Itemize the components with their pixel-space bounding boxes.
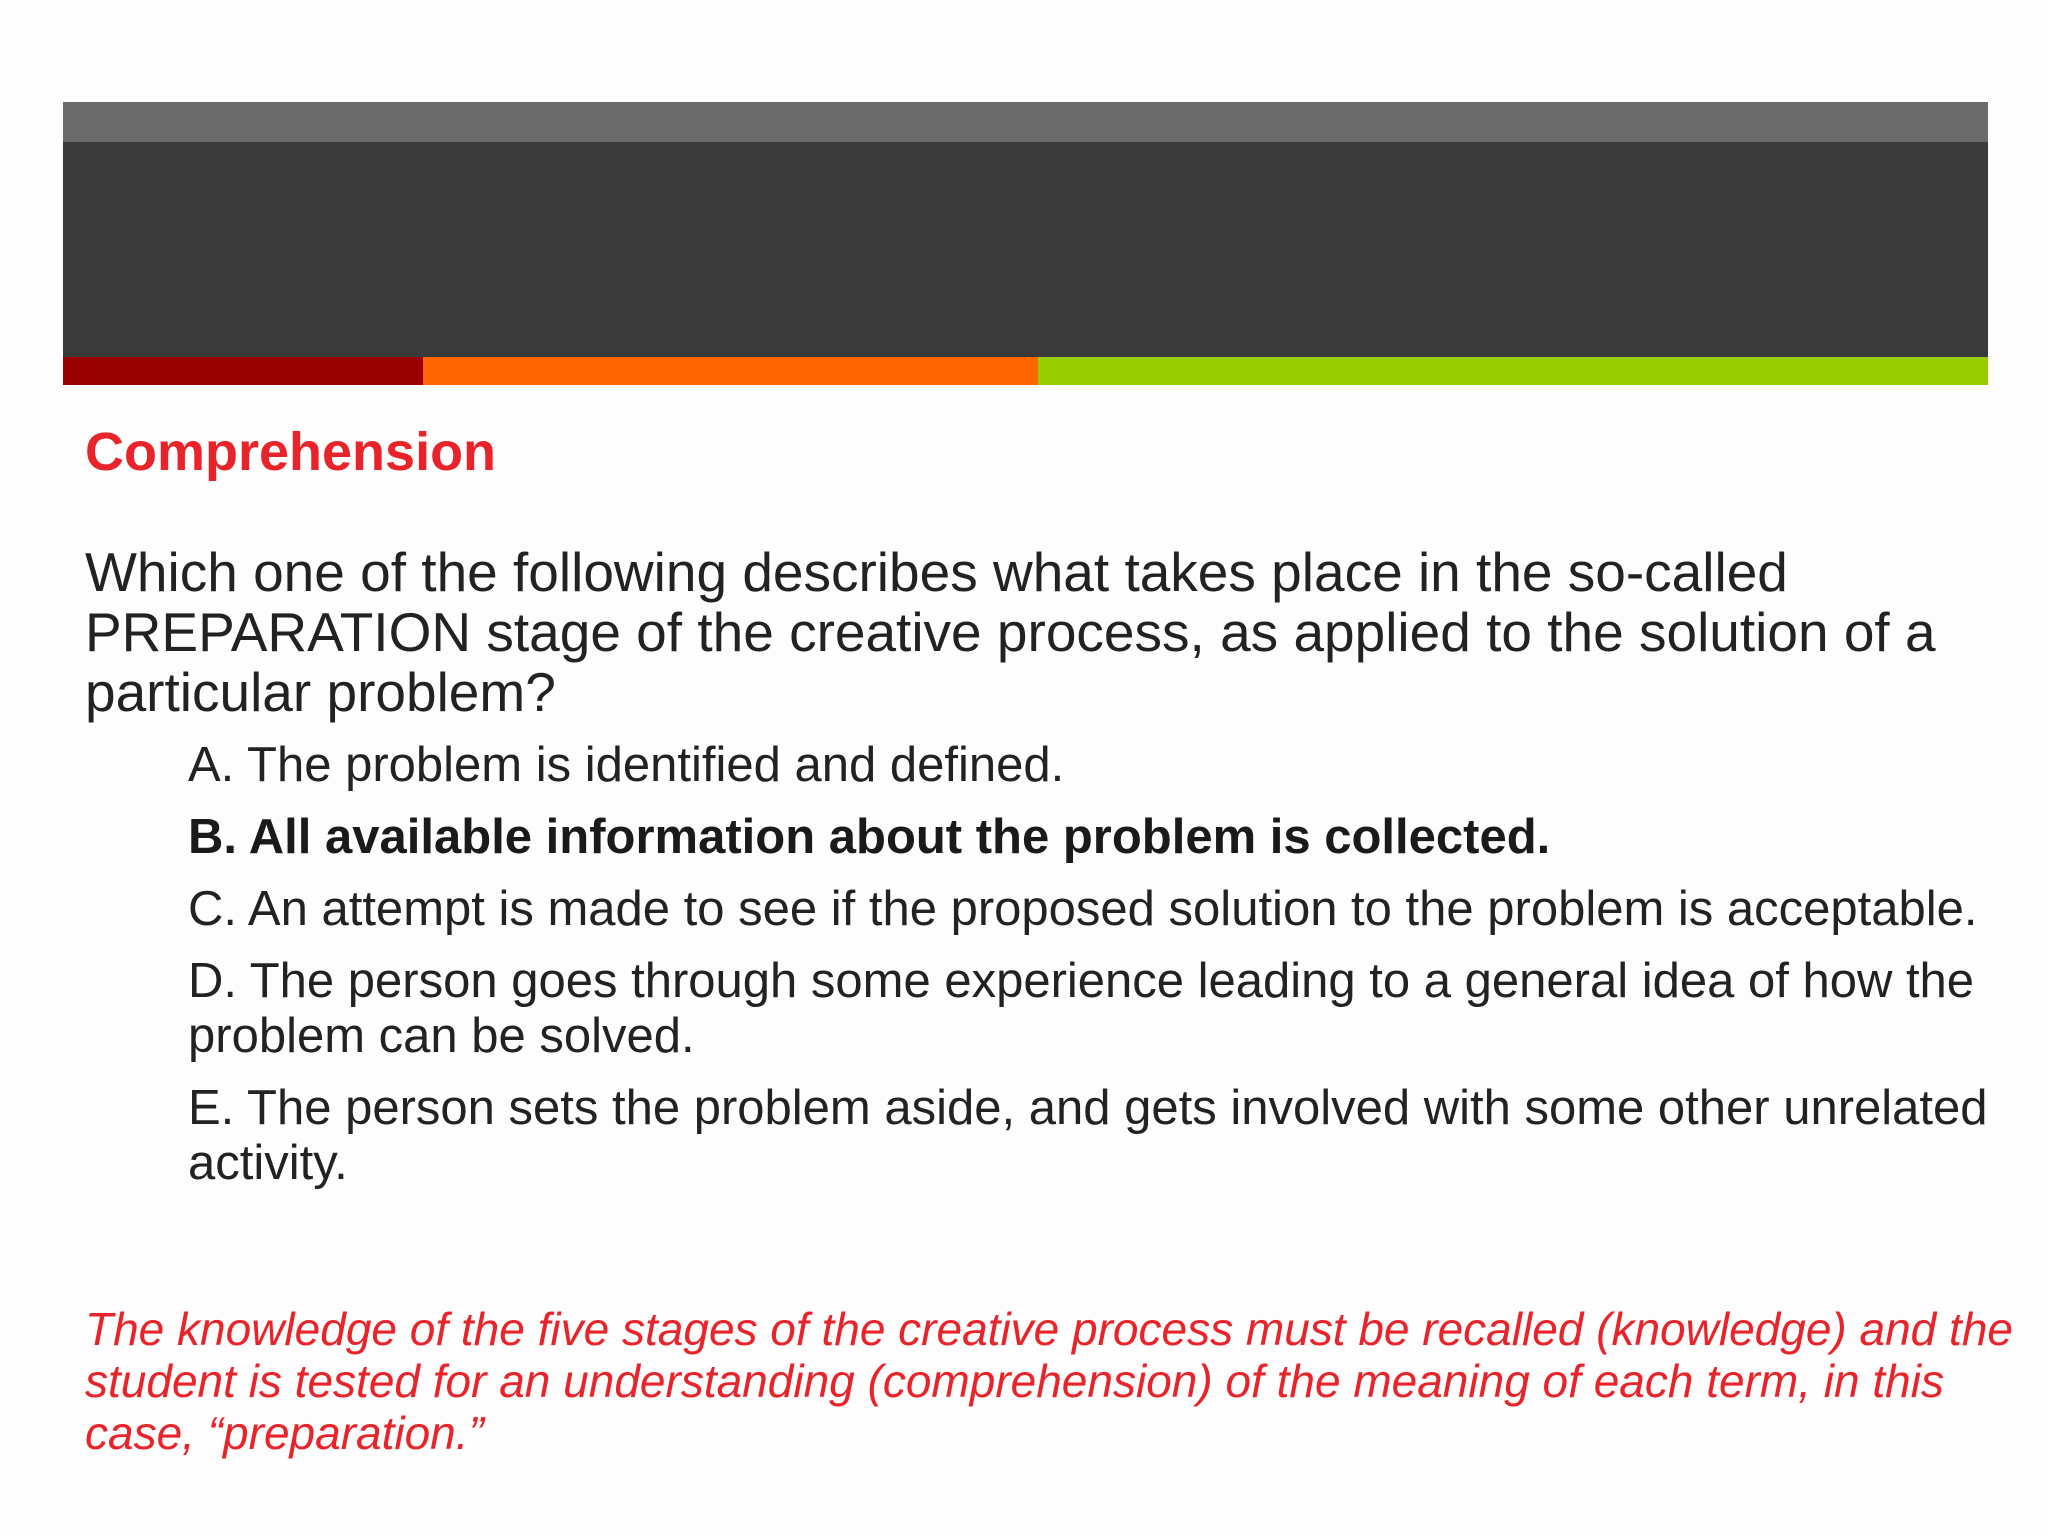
answer-options — [188, 738, 2003, 1208]
option-c: C. An attempt is made to see if the proposed solution to the problem is acceptable. — [188, 882, 1978, 936]
accent-bar-orange — [423, 357, 1038, 385]
accent-bar-green — [1038, 357, 1988, 385]
option-e: E. The person sets the problem aside, and gets involved with some other unrelated activity. — [188, 1081, 1988, 1190]
header-top-strip — [63, 102, 1988, 142]
option-d: D. The person goes through some experience leading to a general idea of how the problem can be solved. — [188, 954, 1975, 1063]
section-label: Comprehension — [85, 422, 497, 482]
option-b: B. All available information about the problem is collected. — [188, 810, 1551, 864]
accent-bar-red — [63, 357, 423, 385]
option-a: A. The problem is identified and defined. — [188, 738, 1065, 792]
explanation-text: The knowledge of the five stages of the creative process must be recalled (knowledge) and the student is tested for an understanding (comprehension) of the meaning of each term, in this case, “preparation.” — [85, 1303, 2013, 1459]
question-text: Which one of the following describes what takes place in the so-called PREPARATION stage of the creative process, as applied to the solution of a particular problem? — [85, 541, 1936, 723]
